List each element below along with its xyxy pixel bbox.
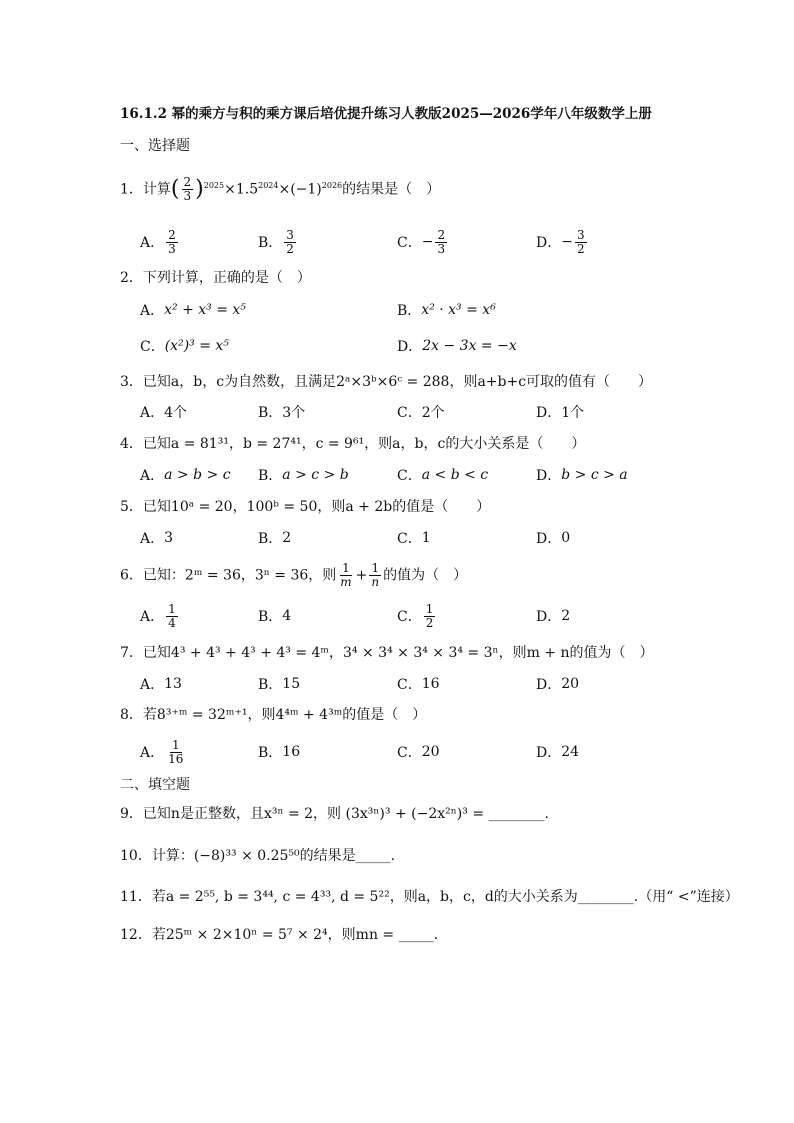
q8-options — [140, 738, 760, 766]
question-1: 1．计算( $\frac{2}{3}$ )$^{2025}\times 1.5^{2024}\times(-1)^{2026}$的结果是（ ） — [120, 175, 441, 203]
q1-fraction: $\frac{2}{3}$ — [183, 175, 192, 203]
option-b[interactable]: B． 16 — [258, 744, 301, 761]
option-a[interactable]: A． 13 — [140, 676, 182, 693]
option-a[interactable]: A． a > b > c — [140, 467, 231, 484]
question-12: 12．若25ᵐ × 2×10ⁿ = 5⁷ × 2⁴，则mn = _____. — [120, 927, 439, 943]
option-a[interactable]: A． 3 — [140, 530, 174, 547]
option-d[interactable]: D． 20 — [536, 676, 580, 693]
question-3: 3．已知a，b，c为自然数，且满足2ᵃ×3ᵇ×6ᶜ = 288，则a+b+c可取的值有（ ） — [120, 374, 653, 390]
page-title: 16.1.2 幂的乘方与积的乘方课后培优提升练习人教版2025—2026学年八年级数学上册 — [120, 106, 652, 122]
option-b[interactable]: B． 3个 — [258, 405, 306, 421]
section-heading-choice: 一、选择题 — [120, 138, 190, 154]
option-c[interactable]: C． 2个 — [397, 405, 445, 421]
section-heading-fill: 二、填空题 — [120, 777, 190, 793]
option-c[interactable]: C． 20 — [397, 744, 440, 761]
q2-options-row1 — [140, 296, 760, 324]
option-a[interactable]: A． 4个 — [140, 405, 188, 421]
option-a[interactable]: A． $\frac{2}{3}$ — [140, 227, 176, 256]
q5-options — [140, 524, 760, 552]
option-d[interactable]: D． 0 — [536, 530, 571, 547]
q4-options — [140, 461, 760, 489]
question-6: 6．已知：2ᵐ = 36，3ⁿ = 36，则 $\frac{1}{m}$ + $\frac{1}{n}$ 的值为（ ） — [120, 561, 468, 589]
q7-options — [140, 670, 760, 698]
option-b[interactable]: B． $\frac{3}{2}$ — [258, 227, 294, 256]
option-c[interactable]: C． a < b < c — [397, 467, 489, 484]
option-b[interactable]: B． 15 — [258, 676, 301, 693]
option-d[interactable]: D． 2 — [536, 608, 571, 625]
option-a[interactable]: A． $\frac{1}{4}$ — [140, 601, 176, 630]
question-5: 5．已知10ᵃ = 20，100ᵇ = 50，则a + 2b的值是（ ） — [120, 499, 491, 515]
question-10: 10．计算：(−8)³³ × 0.25⁵⁰的结果是_____. — [120, 848, 396, 864]
question-2: 2．下列计算，正确的是（ ） — [120, 270, 311, 286]
option-c[interactable]: C． $\frac{1}{2}$ — [397, 601, 434, 630]
option-d[interactable]: D． − $\frac{3}{2}$ — [536, 227, 585, 256]
option-c[interactable]: C． 16 — [397, 676, 440, 693]
option-b[interactable]: B． 2 — [258, 530, 292, 547]
option-d[interactable]: D． 2x − 3x = −x — [397, 338, 517, 355]
q3-options — [140, 398, 760, 426]
question-8: 8．若8³⁺ᵐ = 32ᵐ⁺¹，则4⁴ᵐ + 4³ᵐ的值是（ ） — [120, 707, 427, 723]
option-d[interactable]: D． b > c > a — [536, 467, 628, 484]
question-9: 9．已知n是正整数，且x³ⁿ = 2，则 (3x³ⁿ)³ + (−2x²ⁿ)³ = ________. — [120, 806, 549, 822]
option-d[interactable]: D． 24 — [536, 744, 580, 761]
option-b[interactable]: B． 4 — [258, 608, 292, 625]
q1-options — [140, 228, 760, 256]
question-4: 4．已知a = 81³¹，b = 27⁴¹，c = 9⁶¹，则a，b，c的大小关系是（ ） — [120, 436, 586, 452]
option-c[interactable]: C． (x²)³ = x⁵ — [140, 338, 229, 355]
option-a[interactable]: A． x² + x³ = x⁵ — [140, 302, 246, 319]
option-b[interactable]: B． a > c > b — [258, 467, 349, 484]
question-7: 7．已知4³ + 4³ + 4³ + 4³ = 4ᵐ，3⁴ × 3⁴ × 3⁴ × 3⁴ = 3ⁿ，则m + n的值为（ ） — [120, 645, 654, 661]
q2-options-row2 — [140, 332, 760, 360]
q6-options — [140, 602, 760, 630]
option-c[interactable]: C． − $\frac{2}{3}$ — [397, 227, 446, 256]
option-c[interactable]: C． 1 — [397, 530, 431, 547]
option-d[interactable]: D． 1个 — [536, 405, 585, 421]
option-a[interactable]: A． $\frac{1}{16}$ — [140, 737, 184, 766]
option-b[interactable]: B． x² · x³ = x⁶ — [397, 302, 496, 319]
question-11: 11．若a = 2⁵⁵, b = 3⁴⁴, c = 4³³, d = 5²²，则a，b，c，d的大小关系为________.（用“ <”连接） — [120, 889, 739, 905]
